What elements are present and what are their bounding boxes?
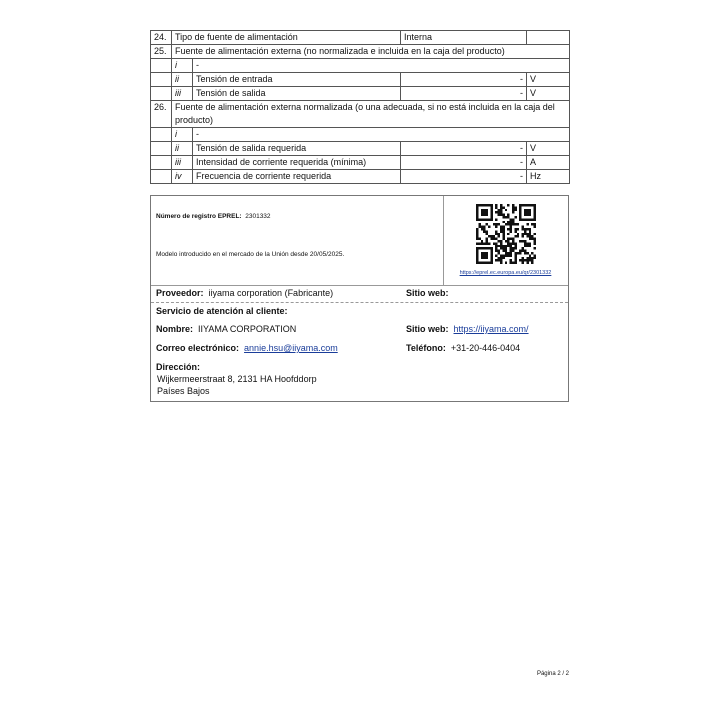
table-row xyxy=(151,156,570,170)
row-number: 26. xyxy=(151,101,172,128)
customer-email-link[interactable]: annie.hsu@iiyama.com xyxy=(244,343,338,353)
table-row xyxy=(151,170,570,184)
table-row xyxy=(151,87,570,101)
row-label: Fuente de alimentación externa (no normalizada e incluida en la caja del producto) xyxy=(172,45,570,59)
sub-index: iii xyxy=(172,156,193,170)
sub-unit: V xyxy=(527,87,570,101)
sub-index: iii xyxy=(172,87,193,101)
qr-code-icon[interactable] xyxy=(476,204,536,264)
supplier-value: iiyama corporation (Fabricante) xyxy=(208,288,334,298)
address-label: Dirección: xyxy=(156,362,201,372)
qr-area xyxy=(443,196,568,285)
customer-name-value: IIYAMA CORPORATION xyxy=(198,324,297,334)
row-value: Interna xyxy=(401,31,527,45)
table-row xyxy=(151,128,570,142)
sub-unit: A xyxy=(527,156,570,170)
row-unit xyxy=(527,31,570,45)
supplier-label: Proveedor: xyxy=(156,288,204,298)
sub-label: Frecuencia de corriente requerida xyxy=(193,170,401,184)
sub-label: - xyxy=(193,59,570,73)
supplier-website xyxy=(406,288,449,298)
table-row xyxy=(151,59,570,73)
sub-index: ii xyxy=(172,73,193,87)
sub-label: Tensión de salida xyxy=(193,87,401,101)
eprel-info-box xyxy=(150,195,569,402)
row-number: 24. xyxy=(151,31,172,45)
qr-link[interactable]: https://eprel.ec.europa.eu/qr/2301332 xyxy=(459,270,552,276)
sub-value: - xyxy=(401,142,527,156)
customer-name xyxy=(156,324,296,334)
sub-unit: V xyxy=(527,73,570,87)
row-label: Fuente de alimentación externa normalizada (o una adecuada, si no está incluida en la caja del producto) xyxy=(172,101,570,128)
sub-label: Intensidad de corriente requerida (mínima) xyxy=(193,156,401,170)
sub-index: i xyxy=(172,59,193,73)
sub-index: iv xyxy=(172,170,193,184)
customer-phone-label: Teléfono: xyxy=(406,343,446,353)
table-row xyxy=(151,73,570,87)
customer-name-label: Nombre: xyxy=(156,324,194,334)
table-row xyxy=(151,31,570,45)
sub-label: Tensión de salida requerida xyxy=(193,142,401,156)
row-number: 25. xyxy=(151,45,172,59)
sub-label: - xyxy=(193,128,570,142)
customer-website xyxy=(406,324,529,334)
address-line1: Wijkermeerstraat 8, 2131 HA Hoofddorp xyxy=(157,374,317,384)
sub-label: Tensión de entrada xyxy=(193,73,401,87)
eprel-registration-label: Número de registro EPREL: xyxy=(156,213,242,220)
model-market-date: Modelo introducido en el mercado de la Unión desde 20/05/2025. xyxy=(156,251,345,258)
row-label: Tipo de fuente de alimentación xyxy=(172,31,401,45)
customer-email xyxy=(156,343,338,353)
sub-index: ii xyxy=(172,142,193,156)
supplier-line xyxy=(156,288,333,298)
divider xyxy=(151,285,568,286)
customer-phone-value: +31-20-446-0404 xyxy=(450,343,521,353)
dashed-divider xyxy=(151,302,568,303)
page-number: Página 2 / 2 xyxy=(536,671,569,677)
customer-website-link[interactable]: https://iiyama.com/ xyxy=(453,324,529,334)
sub-value: - xyxy=(401,73,527,87)
eprel-registration xyxy=(156,213,271,220)
customer-phone xyxy=(406,343,520,353)
supplier-website-label: Sitio web: xyxy=(406,288,449,298)
customer-service-heading-text: Servicio de atención al cliente: xyxy=(156,306,288,316)
sub-unit: Hz xyxy=(527,170,570,184)
table-row xyxy=(151,142,570,156)
customer-website-label: Sitio web: xyxy=(406,324,449,334)
address-label-row xyxy=(156,362,200,372)
registration-area xyxy=(151,196,444,285)
sub-index: i xyxy=(172,128,193,142)
sub-value: - xyxy=(401,170,527,184)
eprel-registration-number: 2301332 xyxy=(245,213,271,220)
sub-value: - xyxy=(401,156,527,170)
address-line2: Países Bajos xyxy=(157,386,210,396)
sub-value: - xyxy=(401,87,527,101)
customer-service-heading xyxy=(156,306,288,316)
table-row xyxy=(151,101,570,128)
sub-unit: V xyxy=(527,142,570,156)
customer-email-label: Correo electrónico: xyxy=(156,343,240,353)
table-row xyxy=(151,45,570,59)
spec-table xyxy=(150,30,570,184)
